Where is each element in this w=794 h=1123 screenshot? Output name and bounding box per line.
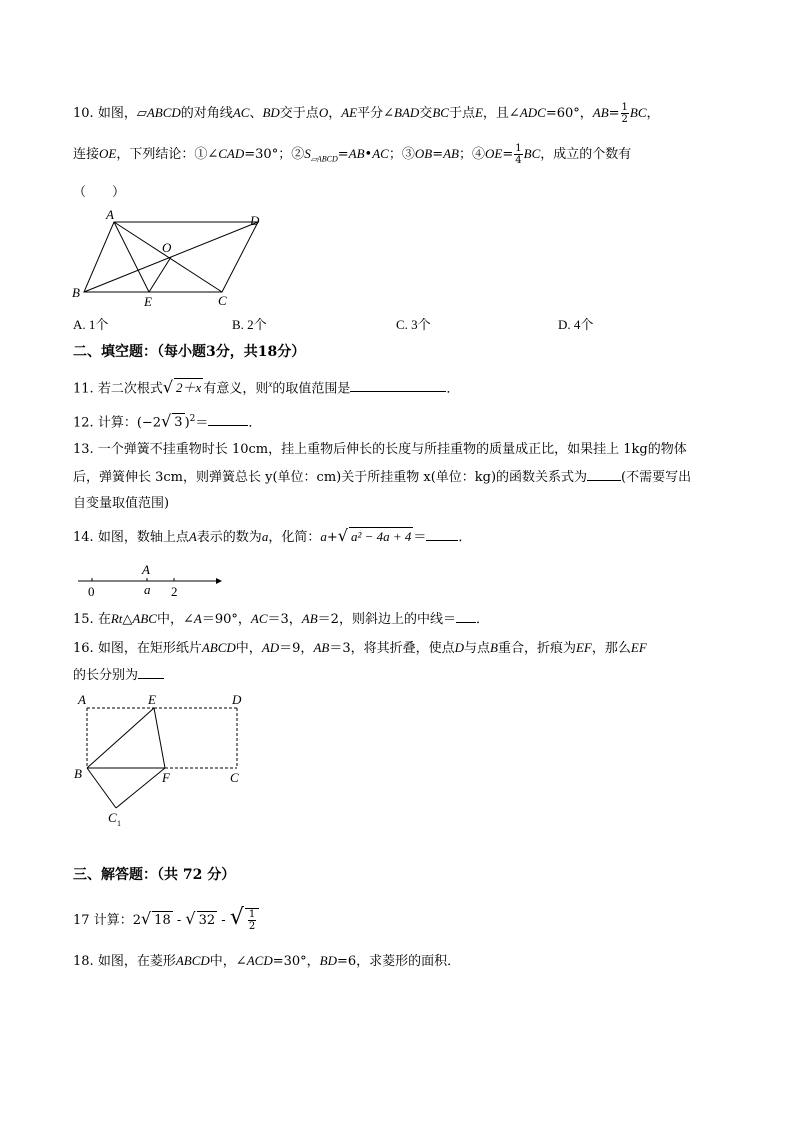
q13-line1: 13. 一个弹簧不挂重物时长 10cm，挂上重物后伸长的长度与所挂重物的质量成正比，如果挂上 1kg的物体	[73, 442, 687, 457]
segment-AE	[114, 222, 149, 292]
q18: 18. 如图，在菱形ABCD中，∠ACD=30°，BD=6，求菱形的面积．	[73, 953, 461, 969]
answer-blank[interactable]	[587, 468, 621, 481]
svg-text:0: 0	[88, 584, 95, 599]
svg-text:C: C	[108, 810, 117, 825]
diagonal-AC	[114, 222, 222, 292]
q15: 15. 在Rt△ABC中，∠A＝90°，AC＝3，AB＝2，则斜边上的中线＝ ．	[73, 611, 489, 627]
svg-text:D: D	[232, 692, 242, 707]
svg-text:2: 2	[171, 584, 178, 599]
option-d: D. 4个	[558, 317, 594, 332]
answer-blank[interactable]	[456, 610, 476, 623]
q12: 12. 计算：(−2√ 3 )$^2$＝ ．	[73, 411, 262, 431]
segment-OE	[149, 257, 171, 292]
folded-rectangle-figure	[70, 690, 260, 830]
option-c: C. 3个	[396, 317, 431, 332]
q17: 17 计算：2√ 18 - √ 32 - √ $\frac{1}{2}$	[73, 908, 259, 932]
parallelogram-symbol: ▱	[136, 106, 147, 121]
q10-paren: （ ）	[73, 185, 126, 200]
svg-text:a: a	[144, 582, 151, 597]
parallelogram-figure	[68, 206, 268, 308]
option-b: B. 2个	[232, 317, 267, 332]
svg-text:A: A	[142, 562, 150, 577]
label-C: C	[218, 293, 227, 308]
q10-line1: 10. 如图，▱ABCD的对角线AC、BD交于点O，AE平分∠BAD交BC于点E，且∠ADC=60°，AB= $\frac{1}{2}$ BC，	[73, 102, 660, 125]
fraction-quarter: $\frac{1}{4}$	[515, 143, 522, 166]
fold-edge-BE	[87, 708, 154, 768]
label-O: O	[162, 240, 172, 255]
label-D: D	[250, 213, 260, 228]
section-3-heading: 三、解答题：（共 72 分）	[73, 867, 236, 883]
svg-text:A: A	[78, 692, 86, 707]
svg-text:F: F	[162, 770, 170, 785]
svg-text:B: B	[74, 766, 82, 781]
q10-line2: 连接OE，下列结论：①∠CAD=30°；$②S_{▱ABCD}=AB•AC$；③OB=AB；④OE= $\frac{1}{4}$ BC，成立的个数有	[73, 143, 632, 166]
answer-blank[interactable]	[138, 666, 164, 679]
fraction-half: $\frac{1}{2}$	[621, 102, 628, 125]
section-2-heading: 二、填空题：（每小题3分，共18分）	[73, 344, 306, 360]
q11: 11. 若二次根式√ 2＋x 有意义，则$^x$的取值范围是 ．	[73, 377, 460, 397]
segment-C1F	[116, 768, 165, 808]
answer-blank[interactable]	[426, 528, 458, 541]
svg-text:E: E	[148, 692, 156, 707]
segment-BC1	[87, 768, 116, 808]
number-line	[78, 560, 228, 600]
label-A: A	[106, 207, 114, 222]
q13-line2: 后，弹簧伸长 3cm，则弹簧总长 y(单位：cm)关于所挂重物 x(单位：kg)的函数关系式为 (不需要写出	[73, 470, 692, 485]
q14: 14. 如图，数轴上点A表示的数为a，化简：a+√ a² − 4a + 4 ＝ ．	[73, 526, 472, 545]
label-B: B	[72, 285, 80, 300]
q16-line2: 的长分别为	[73, 666, 164, 685]
option-a: A. 1个	[73, 317, 109, 332]
crease-EF	[154, 708, 165, 768]
arrow-icon	[216, 578, 222, 584]
answer-blank[interactable]	[350, 379, 446, 392]
answer-blank[interactable]	[208, 413, 248, 426]
svg-text:C: C	[230, 770, 239, 785]
q13-line3: 自变量取值范围)	[73, 496, 170, 511]
svg-text:1: 1	[117, 819, 121, 828]
q16-line1: 16. 如图，在矩形纸片ABCD中，AD＝9，AB＝3，将其折叠，使点D与点B重合，折痕为EF，那么EF	[73, 640, 647, 656]
label-E: E	[144, 294, 152, 308]
